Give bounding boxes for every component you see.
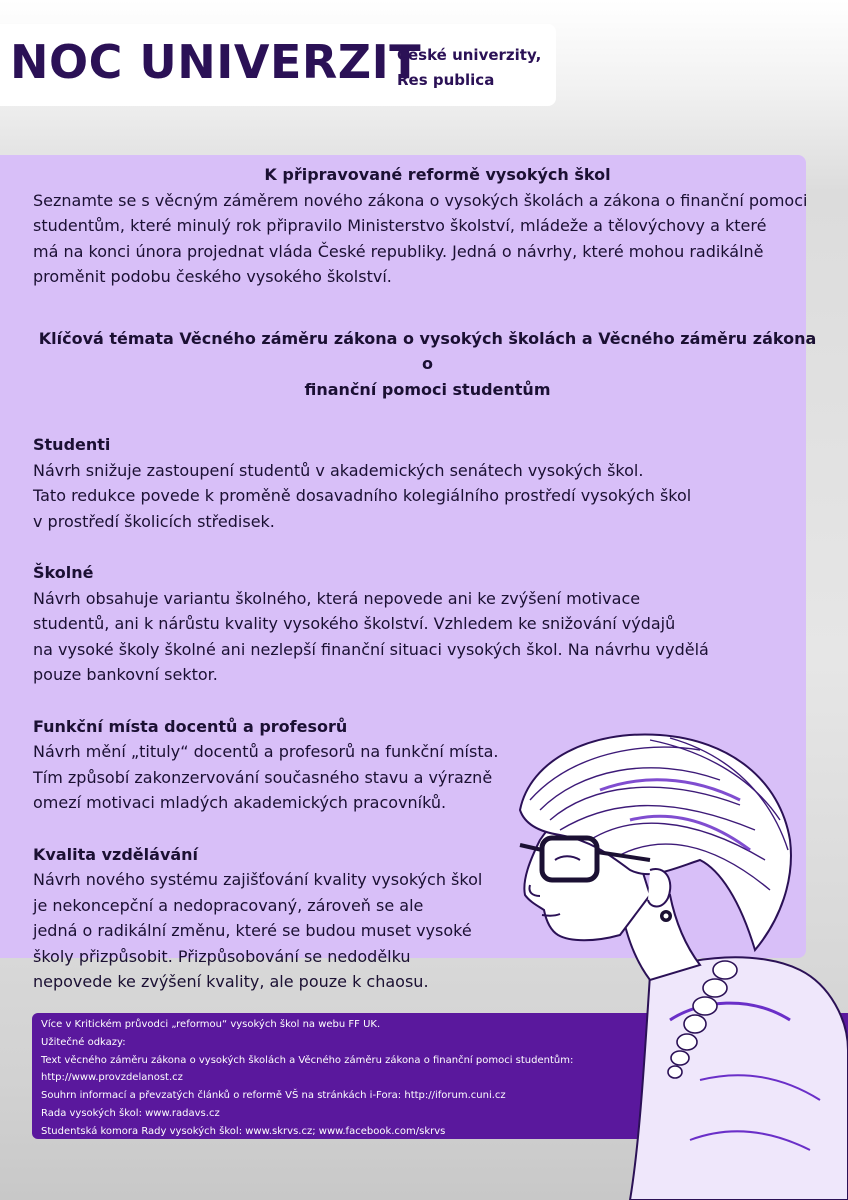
section-line: je nekoncepční a nedopracovaný, zároveň se ale xyxy=(33,895,424,915)
intro-line: má na konci února projednat vláda České republiky. Jedná o návrhy, které mohou radikálně xyxy=(33,241,764,261)
section-heading: Funkční místa docentů a profesorů xyxy=(33,716,348,736)
section-heading: Školné xyxy=(33,563,94,582)
footer-line: Studentská komora Rady vysokých škol: www.skrvs.cz; www.facebook.com/skrvs xyxy=(41,1125,446,1137)
section-line: Návrh obsahuje variantu školného, která nepovede ani ke zvýšení motivace xyxy=(33,588,641,608)
section-line: studentů, ani k nárůstu kvality vysokého školství. Vzhledem ke snižování výdajů xyxy=(33,614,676,633)
section-heading: Studenti xyxy=(33,435,111,454)
footer-line: Text věcného záměru zákona o vysokých školách a Věcného záměru zákona o finanční pomoci studentům: xyxy=(41,1054,574,1066)
main-title: K připravované reformě vysokých škol xyxy=(264,165,611,184)
section-line: Návrh mění „tituly“ docentů a profesorů na funkční místa. xyxy=(33,742,499,761)
section-line: v prostředí školicích středisek. xyxy=(33,511,275,531)
section-line: nepovede ke zvýšení kvality, ale pouze k chaosu. xyxy=(33,972,429,991)
intro-line: proměnit podobu českého vysokého školství. xyxy=(33,267,392,286)
topics-title: finanční pomoci studentům xyxy=(304,379,551,399)
section-line: na vysoké školy školné ani nezlepší finanční situaci vysokých škol. Na návrhu vydělá xyxy=(33,639,709,659)
tagline-line: Res publica xyxy=(397,71,495,89)
section-line: Tato redukce povede k proměně dosavadního kolegiálního prostředí vysokých škol xyxy=(33,486,692,505)
footer-line: Více v Kritickém průvodci „reformou“ vysokých škol na webu FF UK. xyxy=(41,1019,381,1030)
tagline xyxy=(397,43,541,93)
section-line: Návrh nového systému zajišťování kvality vysokých škol xyxy=(33,870,483,889)
topics-title: Klíčová témata Věcného záměru zákona o vysokých školách a Věcného záměru zákona o xyxy=(38,328,817,373)
footer-link[interactable]: http://www.provzdelanost.cz xyxy=(41,1072,183,1084)
tagline-line: České univerzity, xyxy=(397,46,542,64)
section-line: omezí motivaci mladých akademických pracovníků. xyxy=(33,793,447,812)
intro-line: Seznamte se s věcným záměrem nového zákona o vysokých školách a zákona o finanční pomoci xyxy=(33,190,808,210)
intro-line: studentům, které minulý rok připravilo Ministerstvo školství, mládeže a tělovýchovy a které xyxy=(33,216,767,235)
brand-title: NOC UNIVERZIT xyxy=(10,35,422,89)
section-line: Návrh snižuje zastoupení studentů v akademických senátech vysokých škol. xyxy=(33,460,644,480)
section-heading: Kvalita vzdělávání xyxy=(33,844,199,864)
section-line: jedná o radikální změnu, které se budou muset vysoké xyxy=(33,921,472,940)
footer-line: Užitečné odkazy: xyxy=(41,1036,126,1048)
footer-line: Rada vysokých škol: www.radavs.cz xyxy=(41,1107,220,1119)
section-line: pouze bankovní sektor. xyxy=(33,665,218,684)
section-line: Tím způsobí zakonzervování současného stavu a výrazně xyxy=(33,767,493,787)
footer-text xyxy=(41,1016,641,1141)
footer-line: Souhrn informací a převzatých článků o reformě VŠ na stránkách i-Fora: http://iforum.cuni.cz xyxy=(41,1090,506,1102)
section-line: školy přizpůsobit. Přizpůsobování se nedodělku xyxy=(33,946,411,966)
